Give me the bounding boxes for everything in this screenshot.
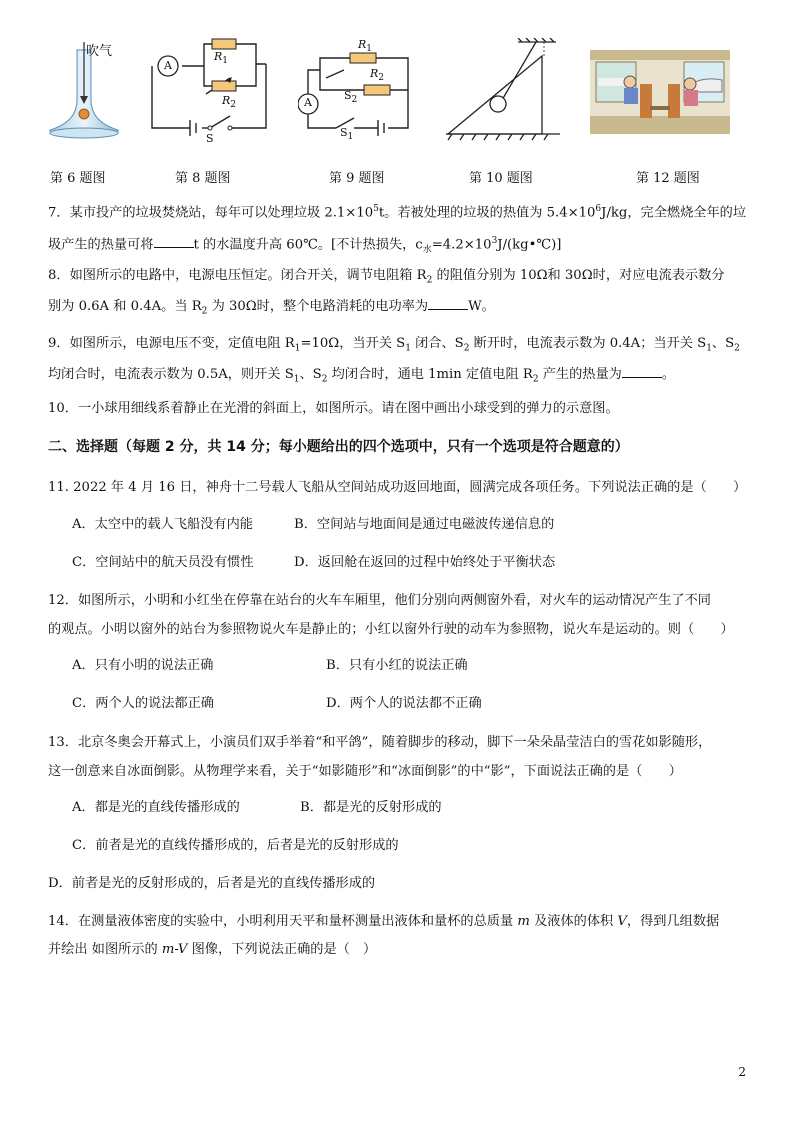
question-11-option-c[interactable]: C．空间站中的航天员没有惯性 <box>72 555 254 570</box>
question-8-line-2: 别为 0.6A 和 0.4A。当 $R_2$ 为 30Ω时，整个电路消耗的电功率为 W。 <box>48 296 748 322</box>
figure-8-switch-label: S <box>206 132 214 145</box>
question-13-option-b[interactable]: B．都是光的反射形成的 <box>300 800 442 815</box>
question-7-line-1: 7．某市投产的垃圾焚烧站，每年可以处理垃圾 $2.1\times 10^5t$。若被处理的垃圾的热值为 $5.4\times 10^6J/kg$，完全燃烧全年的垃 <box>48 204 747 221</box>
question-8-line-1: 8．如图所示的电路中，电源电压恒定。闭合开关，调节电阻箱 $R_2$ 的阻值分别为 10Ω和 30Ω时，对应电流表示数分 <box>48 268 725 286</box>
figure-9-r2-label: $R_2$ <box>370 67 385 84</box>
figure-9-caption: 第 9 题图 <box>329 171 385 186</box>
section-2-heading: 二、选择题（每题 2 分，共 14 分；每小题给出的四个选项中，只有一个选项是符合题意的） <box>48 439 629 455</box>
question-13-option-c[interactable]: C．前者是光的直线传播形成的，后者是光的反射形成的 <box>72 838 399 853</box>
figure-8-caption: 第 8 题图 <box>175 171 231 186</box>
question-10: 10．一小球用细线系着静止在光滑的斜面上，如图所示。请在图中画出小球受到的弹力的示意图。 <box>48 401 619 416</box>
figure-10-caption: 第 10 题图 <box>469 171 533 186</box>
question-13-line-2: 这一创意来自冰面倒影。从物理学来看，关于“如影随形”和“冰面倒影”的中“影”，下面说法正确的是（ ） <box>48 764 682 779</box>
question-13-line-1: 13．北京冬奥会开幕式上，小演员们双手举着“和平鸽”，随着脚步的移动，脚下一朵朵晶莹洁白的雪花如影随形， <box>48 735 712 750</box>
figure-10-incline <box>446 38 562 142</box>
question-12-option-d[interactable]: D．两个人的说法都不正确 <box>326 696 482 711</box>
answer-blank[interactable] <box>154 234 194 248</box>
figure-9-circuit <box>298 40 422 143</box>
question-7-line-2: 圾产生的热量可将 t 的水温度升高 60℃。[不计热损失，$c_水=4.2\times 10^3J/(kg•℃)$] <box>48 236 562 256</box>
figure-8-circuit <box>146 36 272 136</box>
question-11-stem: 11. 2022 年 4 月 16 日，神舟十二号载人飞船从空间站成功返回地面，圆满完成各项任务。下列说法正确的是（ ） <box>48 480 747 495</box>
question-13-option-d[interactable]: D．前者是光的反射形成的，后者是光的直线传播形成的 <box>48 876 376 891</box>
question-11-option-b[interactable]: B．空间站与地面间是通过电磁波传递信息的 <box>294 517 555 532</box>
question-12-line-2: 的观点。小明以窗外的站台为参照物说火车是静止的；小红以窗外行驶的动车为参照物，说火车是运动的。则（ ） <box>48 622 734 637</box>
figure-8-r2-label: $R_2$ <box>222 94 237 111</box>
answer-blank[interactable] <box>428 296 468 310</box>
question-14-line-2: 并绘出 如图所示的 m-V 图像，下列说法正确的是（ ） <box>48 942 377 957</box>
question-13-option-a[interactable]: A．都是光的直线传播形成的 <box>72 800 240 815</box>
figure-12-caption: 第 12 题图 <box>636 171 700 186</box>
figure-8-ammeter-label: A <box>164 59 172 72</box>
figure-8-r1-label: $R_1$ <box>214 50 229 67</box>
question-12-line-1: 12．如图所示，小明和小红坐在停靠在站台的火车车厢里，他们分别向两侧窗外看，对火车的运动情况产生了不同 <box>48 593 711 608</box>
question-14-line-1: 14．在测量液体密度的实验中，小明利用天平和量杯测量出液体和量杯的总质量 m 及液体的体积 V，得到几组数据 <box>48 914 720 929</box>
question-9-line-1: 9．如图所示，电源电压不变，定值电阻 $R_1=10\Omega$，当开关 $S_1$ 闭合、$S_2$ 断开时，电流表示数为 0.4A；当开关 $S_1$、$S_2$ <box>48 336 740 354</box>
figure-12-train-scene <box>590 50 730 134</box>
question-12-option-b[interactable]: B．只有小红的说法正确 <box>326 658 468 673</box>
question-9-line-2: 均闭合时，电流表示数为 0.5A，则开关 $S_1$、$S_2$ 均闭合时，通电 1min 定值电阻 $R_2$ 产生的热量为 。 <box>48 364 748 390</box>
answer-blank[interactable] <box>622 364 662 378</box>
figure-9-s1-label: $S_1$ <box>340 126 354 143</box>
question-12-option-c[interactable]: C．两个人的说法都正确 <box>72 696 214 711</box>
figure-6-label: 吹气 <box>86 44 113 59</box>
page-number: 2 <box>738 1065 746 1079</box>
figure-9-s2-label: $S_2$ <box>344 89 358 106</box>
figure-6-caption: 第 6 题图 <box>50 171 106 186</box>
question-11-option-a[interactable]: A．太空中的载人飞船没有内能 <box>72 517 253 532</box>
figure-9-r1-label: $R_1$ <box>358 38 373 55</box>
figure-9-ammeter-label: A <box>304 96 312 109</box>
question-11-option-d[interactable]: D．返回舱在返回的过程中始终处于平衡状态 <box>294 555 556 570</box>
question-12-option-a[interactable]: A．只有小明的说法正确 <box>72 658 214 673</box>
